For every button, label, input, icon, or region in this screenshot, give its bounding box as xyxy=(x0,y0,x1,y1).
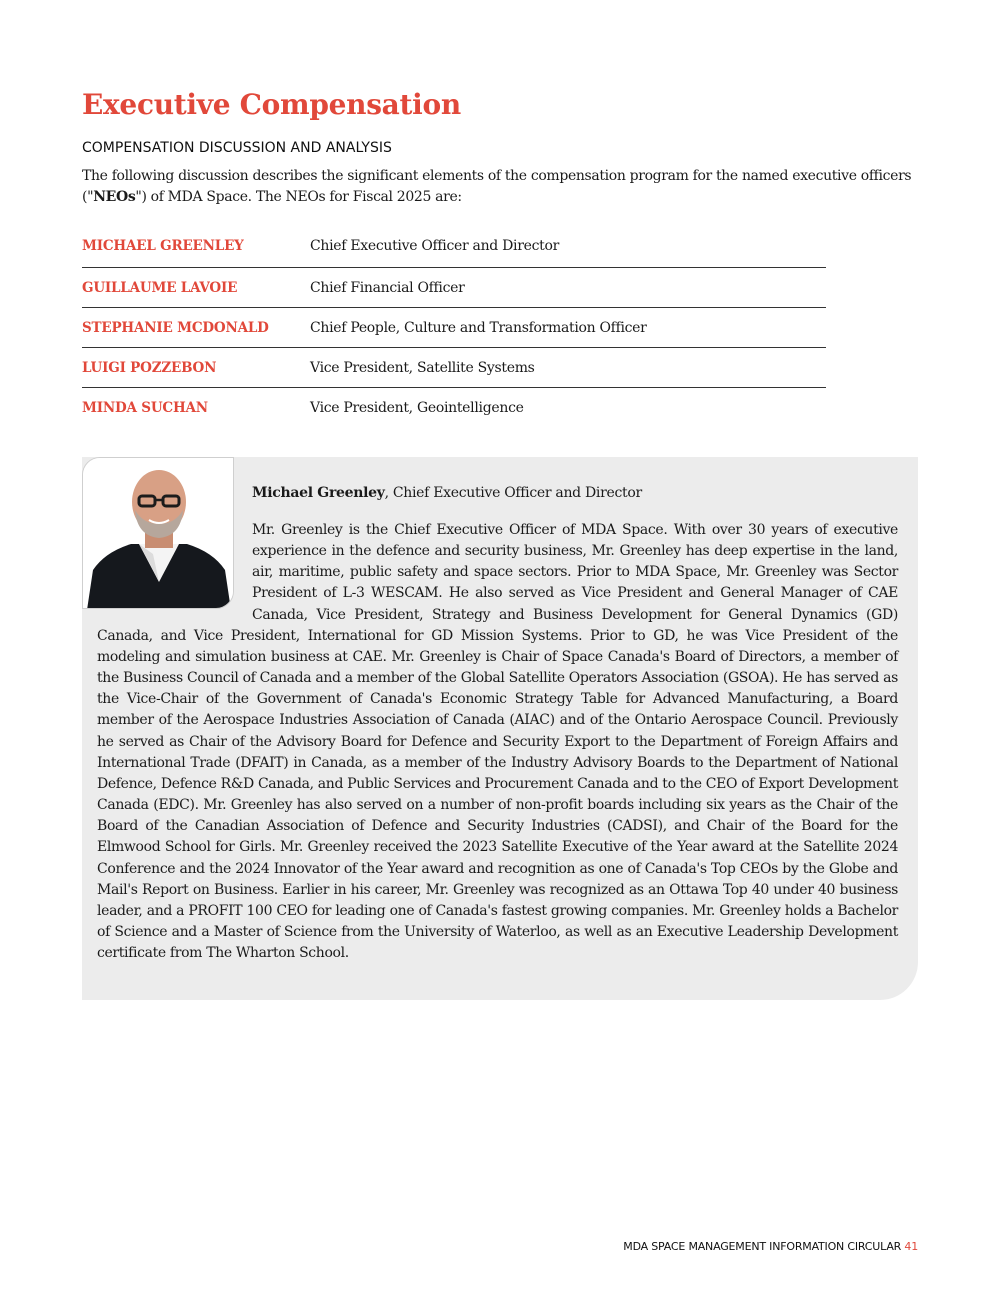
neo-table xyxy=(82,224,826,427)
intro-text-bold: NEOs xyxy=(93,189,136,205)
neo-row xyxy=(82,348,826,388)
neo-name: MICHAEL GREENLEY xyxy=(82,237,244,254)
neo-name: GUILLAUME LAVOIE xyxy=(82,279,238,296)
intro-text-start: The following discussion describes the significant elements of the compensation program for the named executive officers (" xyxy=(82,168,912,205)
neo-name: LUIGI POZZEBON xyxy=(82,359,217,376)
footer-label: MDA SPACE MANAGEMENT INFORMATION CIRCULAR xyxy=(623,1240,902,1253)
neo-row xyxy=(82,308,826,348)
neo-row xyxy=(82,268,826,308)
section-subtitle: COMPENSATION DISCUSSION AND ANALYSIS xyxy=(82,140,392,156)
page-title: Executive Compensation xyxy=(82,88,461,121)
page-number: 41 xyxy=(904,1240,918,1253)
intro-text-end: ") of MDA Space. The NEOs for Fiscal 2025 are: xyxy=(135,189,462,205)
neo-name: STEPHANIE MCDONALD xyxy=(82,319,269,336)
neo-row xyxy=(82,388,826,427)
neo-title: Vice President, Satellite Systems xyxy=(310,359,535,376)
neo-title: Chief Executive Officer and Director xyxy=(310,237,559,254)
bio-text: Mr. Greenley is the Chief Executive Officer of MDA Space. With over 30 years of executive experience in the defence and security business, Mr. Greenley has deep expertise in the land, air, maritime, public safety and space sectors. Prior to MDA Space, Mr. Greenley was Sector President of L-3 WESCAM. He also served as Vice President and General Manager of CAE Canada, Vice President, Strategy and Business Development for General Dynamics (GD) Canada, and Vice President, International for GD Mission Systems. Prior to GD, he was Vice President of the modeling and simulation business at CAE. Mr. Greenley is Chair of Space Canada's Board of Directors, a member of the Business Council of Canada and a member of the Global Satellite Operators Association (GSOA). He has served as the Vice-Chair of the Government of Canada's Economic Strategy Table for Advanced Manufacturing, a Board member of the Aerospace Industries Association of Canada (AIAC) and of the Ontario Aerospace Council. Previously he served as Chair of the Advisory Board for Defence and Security Export to the Department of Foreign Affairs and International Trade (DFAIT) in Canada, as a member of the Industry Advisory Boards to the Department of National Defence, Defence R&D Canada, and Public Services and Procurement Canada and to the CEO of Export Development Canada (EDC). Mr. Greenley has also served on a number of non-profit boards including six years as the Chair of the Board of the Canadian Association of Defence and Security Industries (CADSI), and Chair of the Board for the Elmwood School for Girls. Mr. Greenley received the 2023 Satellite Executive of the Year award at the Satellite 2024 Conference and the 2024 Innovator of the Year award and recognition as one of Canada's Top CEOs by the Globe and Mail's Report on Business. Earlier in his career, Mr. Greenley was recognized as an Ottawa Top 40 under 40 business leader, and a PROFIT 100 CEO for leading one of Canada's fastest growing companies. Mr. Greenley holds a Bachelor of Science and a Master of Science from the University of Waterloo, as well as an Executive Leadership Development certificate from The Wharton School. xyxy=(97,522,898,962)
neo-title: Chief Financial Officer xyxy=(310,279,465,296)
bio-name: Michael Greenley xyxy=(252,485,385,501)
neo-title: Vice President, Geointelligence xyxy=(310,399,524,416)
neo-title: Chief People, Culture and Transformation Officer xyxy=(310,319,647,336)
intro-paragraph xyxy=(82,166,918,208)
neo-row xyxy=(82,224,826,268)
bio-role: , Chief Executive Officer and Director xyxy=(384,485,642,501)
neo-name: MINDA SUCHAN xyxy=(82,399,208,416)
photo-wrap-spacer xyxy=(97,520,252,625)
page-footer xyxy=(623,1240,918,1253)
bio-heading xyxy=(252,485,642,501)
bio-text-container xyxy=(97,520,898,964)
